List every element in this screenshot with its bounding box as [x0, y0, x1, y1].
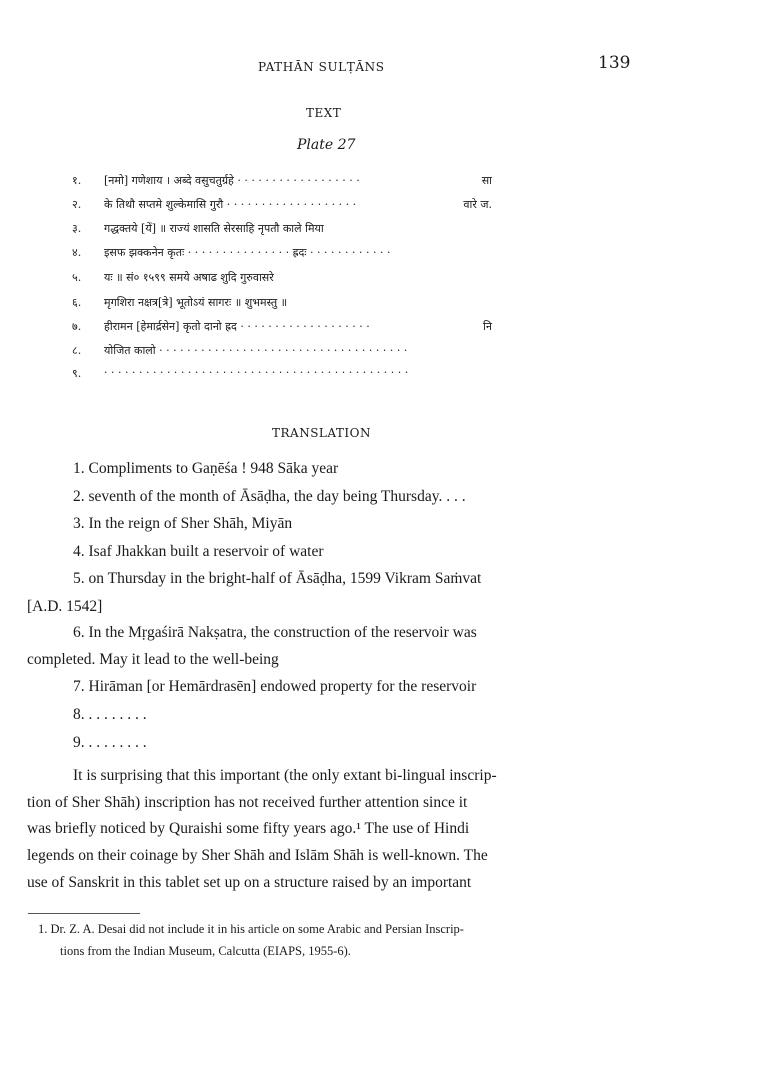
devanagari-line [72, 295, 492, 317]
line-end: नि [483, 320, 492, 333]
devanagari-line [72, 270, 492, 292]
translation-line-6-cont: completed. May it lead to the well-being [27, 651, 279, 668]
translation-line-5-cont: [A.D. 1542] [27, 598, 103, 615]
footnote-line: 1. Dr. Z. A. Desai did not include it in his article on some Arabic and Persian Inscrip- [38, 922, 464, 936]
paragraph-line: was briefly noticed by Quraishi some fifty years ago.¹ The use of Hindi [27, 820, 470, 837]
devanagari-line [72, 245, 492, 267]
line-text: यः ॥ सं० १५९९ समये अषाढ शुदि गुरुवासरे [104, 271, 274, 284]
devanagari-line [72, 197, 492, 219]
line-end: सा [481, 174, 492, 187]
line-text: इसफ झक्कनेन कृतः · · · · · · · · · · · · · · · ह्रदः · · · · · · · · · · · · [104, 246, 391, 259]
paragraph-line: It is surprising that this important (the only extant bi-lingual inscrip- [73, 767, 497, 784]
line-text: के तिथौ सप्तमे शुल्केमासि गुरौ · · · · · · · · · · · · · · · · · · · [104, 198, 357, 211]
translation-line-1: 1. Compliments to Gaṇēśa ! 948 Sāka year [73, 460, 339, 477]
devanagari-line [72, 319, 492, 341]
line-text: · · · · · · · · · · · · · · · · · · · · · · · · · · · · · · · · · · · · · · · · · · · · [104, 366, 409, 379]
line-number: ८. [72, 344, 82, 357]
devanagari-line [72, 173, 492, 195]
line-text: [नमो] गणेशाय । अब्दे वसुचतुर्ग्रहे · · · · · · · · · · · · · · · · · · [104, 174, 360, 187]
translation-line-9: 9. . . . . . . . . [73, 734, 147, 751]
line-text: योजित कालो · · · · · · · · · · · · · · · · · · · · · · · · · · · · · · · · · · · · [104, 344, 408, 357]
plate-label: Plate 27 [297, 137, 356, 153]
translation-line-5: 5. on Thursday in the bright-half of Āsāḍha, 1599 Vikram Saṁvat [73, 570, 482, 587]
translation-line-8: 8. . . . . . . . . [73, 706, 147, 723]
line-text: गद्धक्तये [यें] ॥ राज्यं शासति सेरसाहि नृपतौ काले मिया [104, 222, 324, 235]
line-number: ३. [72, 222, 82, 235]
translation-line-2: 2. seventh of the month of Āsāḍha, the day being Thursday. . . . [73, 488, 466, 505]
line-end: वारे ज. [463, 198, 492, 211]
paragraph-line: tion of Sher Shāh) inscription has not received further attention since it [27, 794, 468, 811]
line-number: ४. [72, 246, 82, 259]
translation-line-4: 4. Isaf Jhakkan built a reservoir of water [73, 543, 324, 560]
translation-heading: TRANSLATION [272, 426, 371, 440]
running-head: PATHĀN SULṬĀNS [258, 60, 385, 74]
footnote-line: tions from the Indian Museum, Calcutta (EIAPS, 1955-6). [60, 944, 351, 958]
line-text: हीरामन [हेमार्द्रसेन] कृतो दानो ह्रद · · · · · · · · · · · · · · · · · · · [104, 320, 370, 333]
line-number: ५. [72, 271, 82, 284]
page-number: 139 [598, 53, 631, 73]
footnote-rule [28, 913, 140, 914]
line-number: ६. [72, 296, 82, 309]
line-number: २. [72, 198, 82, 211]
text-heading: TEXT [306, 106, 342, 120]
paragraph-line: legends on their coinage by Sher Shāh and Islām Shāh is well-known. The [27, 847, 488, 864]
line-text: मृगशिरा नक्षत्र[त्रे] भूतोऽयं सागरः ॥ शुभमस्तु ॥ [104, 296, 288, 309]
translation-line-6: 6. In the Mṛgaśirā Nakṣatra, the construction of the reservoir was [73, 624, 477, 641]
line-number: १. [72, 174, 82, 187]
devanagari-line [72, 343, 492, 365]
translation-line-7: 7. Hirāman [or Hemārdrasēn] endowed property for the reservoir [73, 678, 477, 695]
devanagari-line [72, 366, 492, 388]
paragraph-line: use of Sanskrit in this tablet set up on a structure raised by an important [27, 874, 472, 891]
line-number: ७. [72, 320, 82, 333]
devanagari-line [72, 221, 492, 243]
line-number: ९. [72, 367, 82, 380]
translation-line-3: 3. In the reign of Sher Shāh, Miyān [73, 515, 293, 532]
